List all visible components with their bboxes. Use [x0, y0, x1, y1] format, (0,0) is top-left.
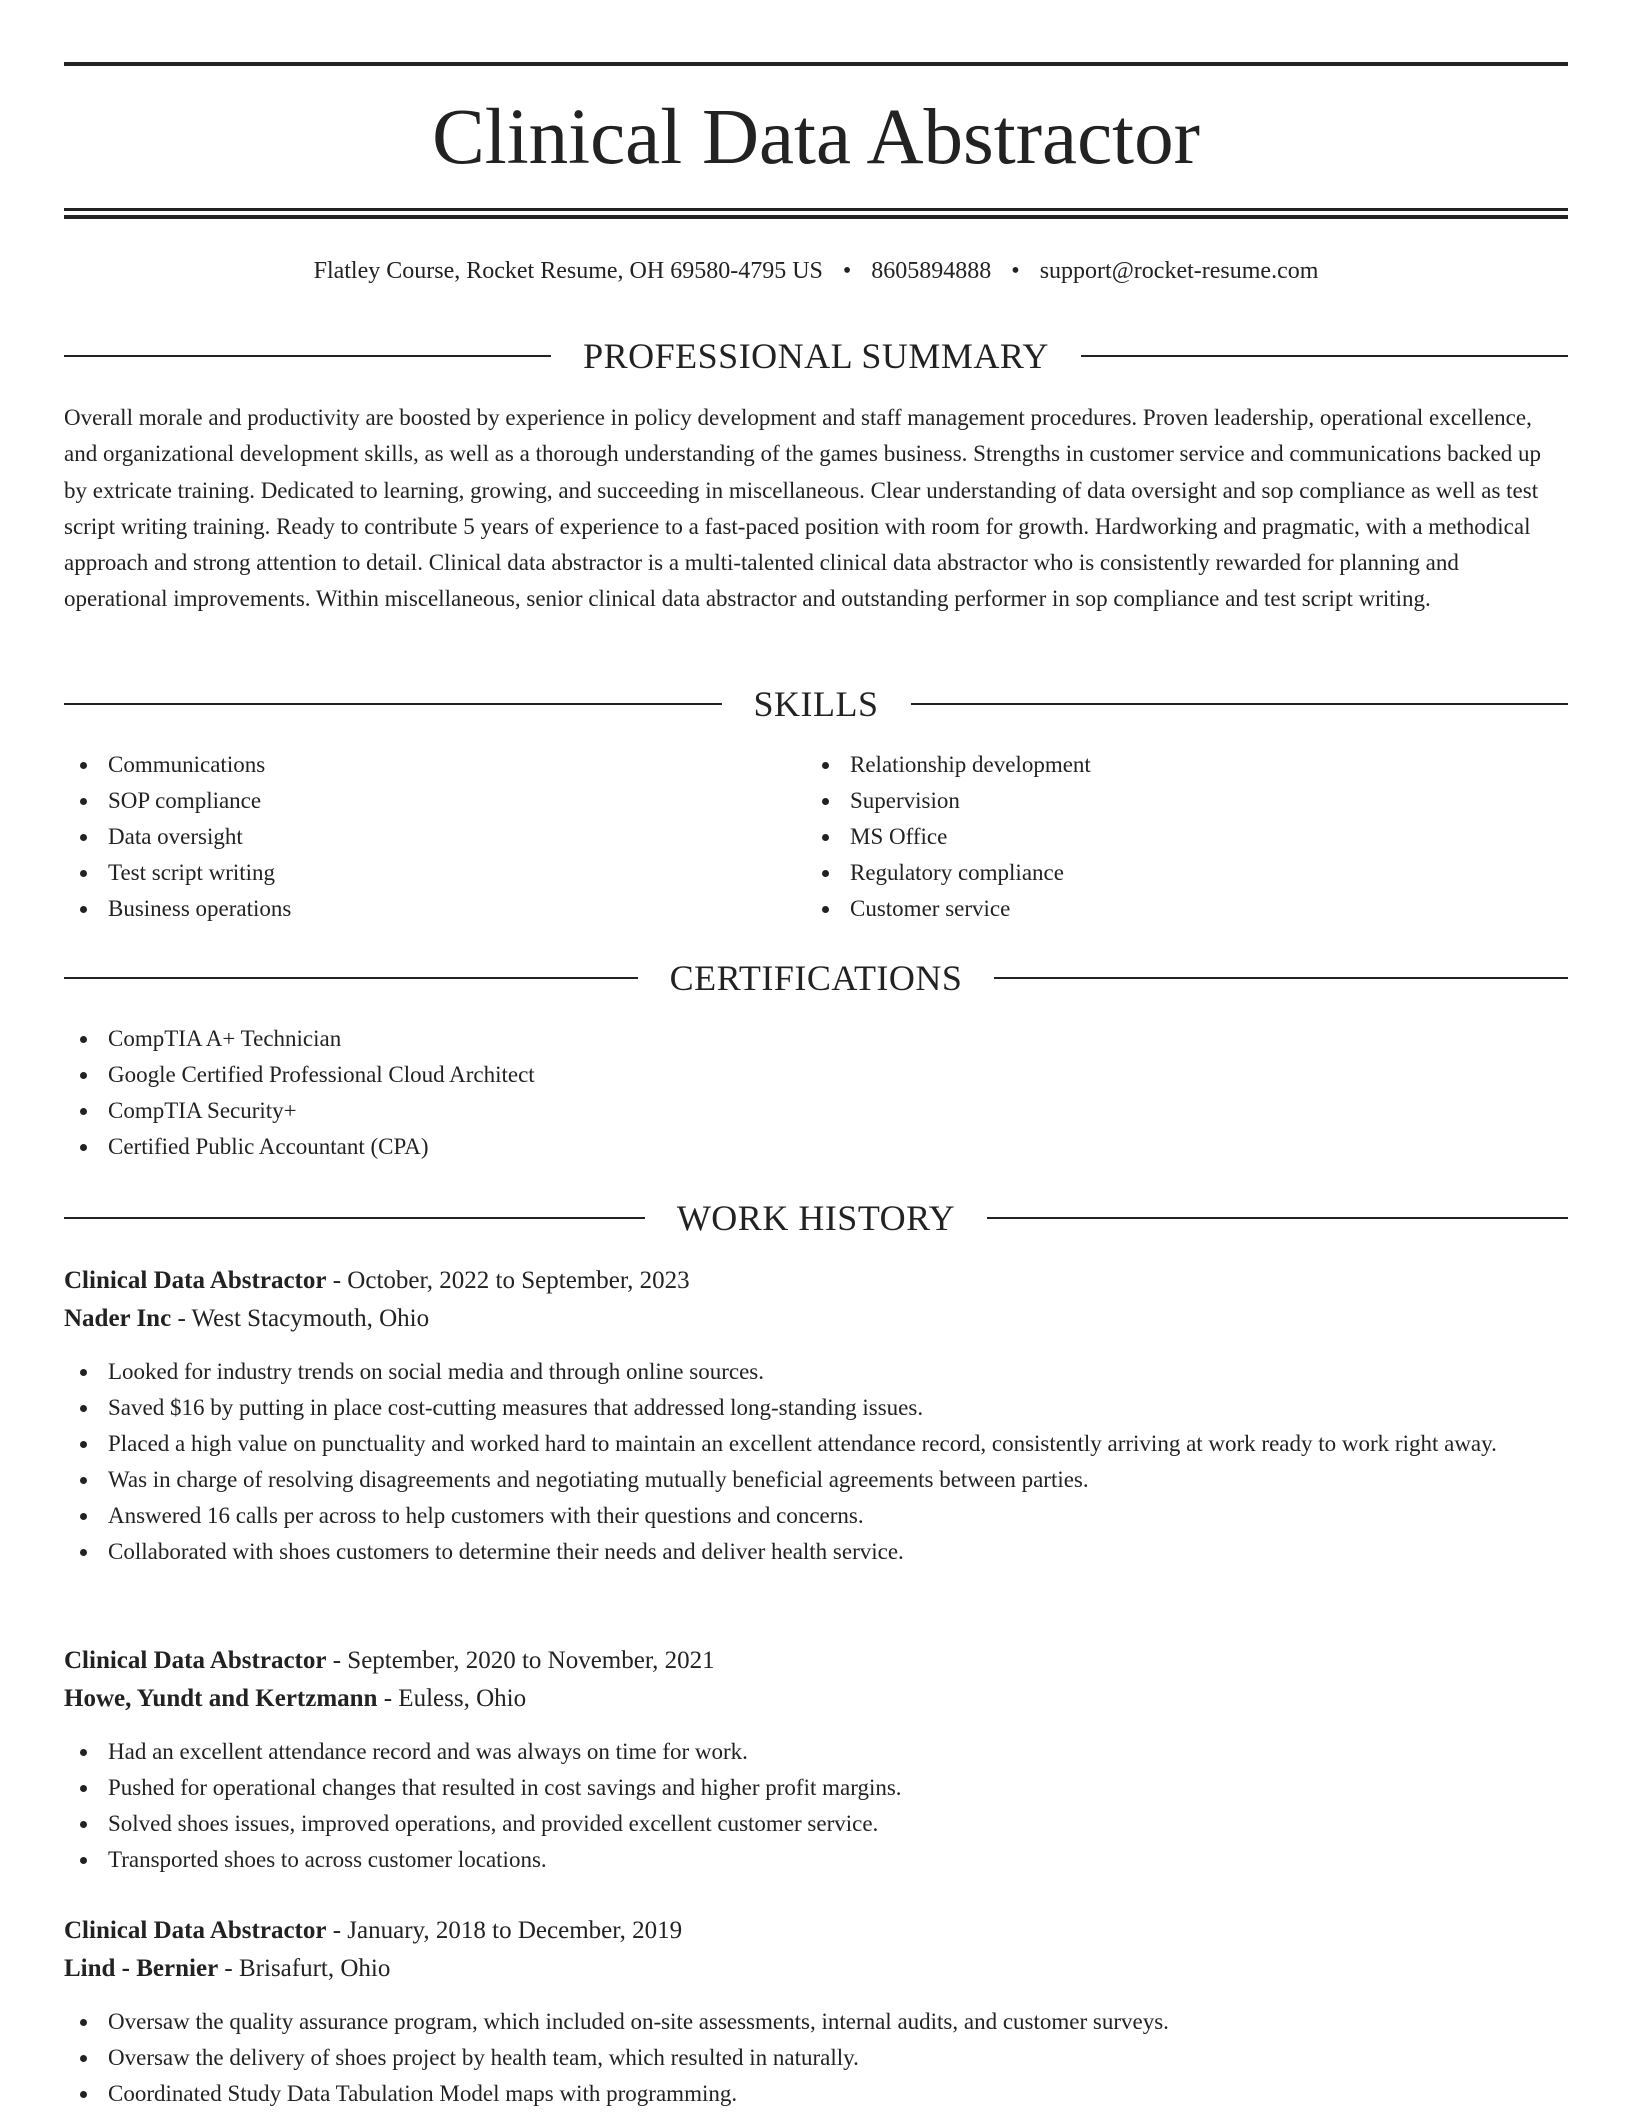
job-location: - Euless, Ohio — [377, 1685, 527, 1712]
title-rule-lower — [64, 215, 1568, 219]
heading-rule — [64, 1217, 645, 1219]
skills-list-right — [806, 747, 1546, 927]
certification-item: Certified Public Accountant (CPA) — [64, 1129, 1568, 1165]
job-company-line — [64, 1680, 1568, 1718]
job-company-line — [64, 1300, 1568, 1338]
contact-line — [64, 254, 1568, 288]
job-duty: Was in charge of resolving disagreements and negotiating mutually beneficial agreements between parties. — [64, 1462, 1568, 1498]
job-entry — [64, 1912, 1568, 2112]
job-location: - Brisafurt, Ohio — [218, 1955, 391, 1982]
heading-rule — [994, 977, 1568, 979]
job-entry — [64, 1642, 1568, 1878]
resume-title: Clinical Data Abstractor — [432, 94, 1200, 181]
skill-item: Customer service — [806, 891, 1546, 927]
job-duty: Oversaw the quality assurance program, which included on-site assessments, internal audits, and customer surveys. — [64, 2004, 1568, 2040]
heading-rule — [64, 977, 638, 979]
job-title-line — [64, 1262, 1568, 1300]
job-duty: Had an excellent attendance record and was always on time for work. — [64, 1734, 1568, 1770]
job-company: Nader Inc — [64, 1305, 172, 1332]
heading-rule — [987, 1217, 1568, 1219]
heading-rule — [1081, 355, 1568, 357]
certification-item: Google Certified Professional Cloud Architect — [64, 1057, 1568, 1093]
section-title: SKILLS — [753, 684, 879, 724]
section-heading-skills — [64, 682, 1568, 726]
skills-list-left — [64, 747, 804, 927]
job-title: Clinical Data Abstractor — [64, 1267, 327, 1294]
section-title: PROFESSIONAL SUMMARY — [583, 336, 1049, 376]
section-title: CERTIFICATIONS — [669, 958, 963, 998]
job-duties-list — [64, 1734, 1568, 1878]
contact-phone: 8605894888 — [871, 258, 992, 284]
job-duty: Transported shoes to across customer locations. — [64, 1842, 1568, 1878]
skill-item: Regulatory compliance — [806, 855, 1546, 891]
skill-item: Communications — [64, 747, 804, 783]
job-title-line — [64, 1642, 1568, 1680]
job-entry — [64, 1262, 1568, 1570]
job-dates: - September, 2020 to November, 2021 — [326, 1647, 715, 1674]
section-heading-work-history — [64, 1196, 1568, 1240]
job-duty: Saved $16 by putting in place cost-cutting measures that addressed long-standing issues. — [64, 1390, 1568, 1426]
job-company: Lind - Bernier — [64, 1955, 219, 1982]
skill-item: Business operations — [64, 891, 804, 927]
job-duty: Solved shoes issues, improved operations, and provided excellent customer service. — [64, 1806, 1568, 1842]
job-company-line — [64, 1950, 1568, 1988]
contact-email: support@rocket-resume.com — [1039, 258, 1319, 284]
title-rule-upper — [64, 208, 1568, 211]
job-duties-list — [64, 2004, 1568, 2112]
skill-item: Test script writing — [64, 855, 804, 891]
job-duty: Pushed for operational changes that resulted in cost savings and higher profit margins. — [64, 1770, 1568, 1806]
job-duty: Coordinated Study Data Tabulation Model maps with programming. — [64, 2076, 1568, 2112]
section-title: WORK HISTORY — [676, 1198, 956, 1238]
contact-address: Flatley Course, Rocket Resume, OH 69580-4795 US — [313, 258, 823, 284]
certifications-list — [64, 1021, 1568, 1165]
certification-item: CompTIA Security+ — [64, 1093, 1568, 1129]
job-title: Clinical Data Abstractor — [64, 1647, 327, 1674]
heading-rule — [64, 355, 551, 357]
contact-separator: • — [842, 258, 852, 284]
skill-item: SOP compliance — [64, 783, 804, 819]
skill-item: Supervision — [806, 783, 1546, 819]
job-title-line — [64, 1912, 1568, 1950]
skill-item: Data oversight — [64, 819, 804, 855]
heading-rule — [64, 703, 722, 705]
skill-item: Relationship development — [806, 747, 1546, 783]
summary-text: Overall morale and productivity are boosted by experience in policy development and staff management procedures. Proven leadership, operational excellence, and organizational development skills, as well as a thorough understanding of the games business. Strengths in customer service and communications backed up by extricate training. Dedicated to learning, growing, and succeeding in miscellaneous. Clear understanding of data oversight and sop compliance as well as test script writing training. Ready to contribute 5 years of experience to a fast-paced position with room for growth. Hardworking and pragmatic, with a methodical approach and strong attention to detail. Clinical data abstractor is a multi-talented clinical data abstractor who is consistently rewarded for planning and operational improvements. Within miscellaneous, senior clinical data abstractor and outstanding performer in sop compliance and test script writing. — [64, 405, 1541, 612]
section-heading-certifications — [64, 956, 1568, 1000]
job-duty: Placed a high value on punctuality and worked hard to maintain an excellent attendance record, consistently arriving at work ready to work right away. — [64, 1426, 1568, 1462]
skill-item: MS Office — [806, 819, 1546, 855]
job-company: Howe, Yundt and Kertzmann — [64, 1685, 378, 1712]
contact-separator: • — [1011, 258, 1020, 284]
heading-rule — [911, 703, 1569, 705]
certification-item: CompTIA A+ Technician — [64, 1021, 1568, 1057]
job-duty: Looked for industry trends on social media and through online sources. — [64, 1354, 1568, 1390]
job-duties-list — [64, 1354, 1568, 1570]
job-title: Clinical Data Abstractor — [64, 1917, 327, 1944]
job-dates: - January, 2018 to December, 2019 — [326, 1917, 683, 1944]
job-duty: Answered 16 calls per across to help customers with their questions and concerns. — [64, 1498, 1568, 1534]
top-rule — [64, 62, 1568, 66]
job-duty: Oversaw the delivery of shoes project by health team, which resulted in naturally. — [64, 2040, 1568, 2076]
job-dates: - October, 2022 to September, 2023 — [326, 1267, 690, 1294]
job-location: - West Stacymouth, Ohio — [171, 1305, 430, 1332]
section-heading-summary — [64, 334, 1568, 378]
job-duty: Collaborated with shoes customers to determine their needs and deliver health service. — [64, 1534, 1568, 1570]
